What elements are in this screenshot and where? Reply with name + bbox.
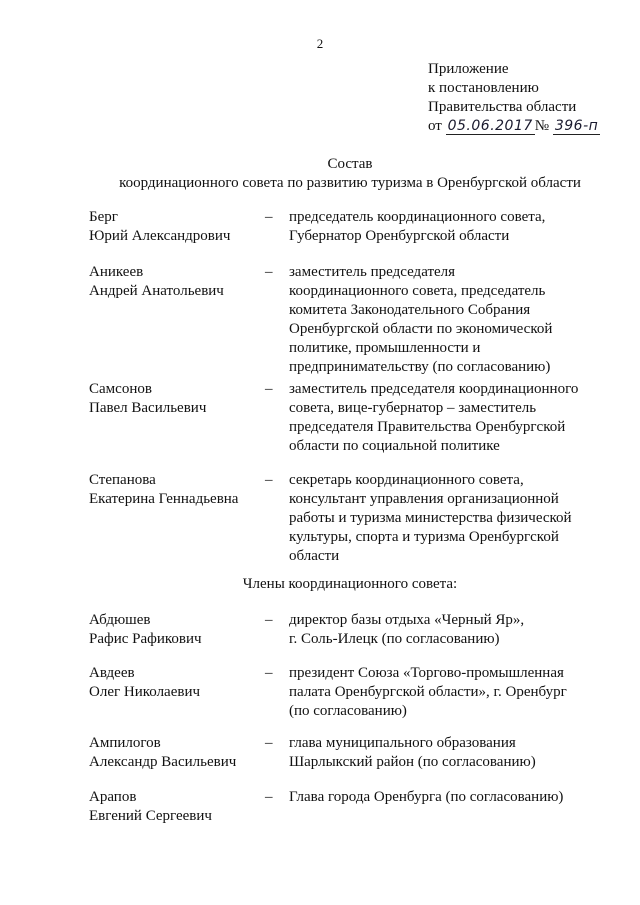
role-line: Оренбургской области по экономической bbox=[289, 321, 553, 337]
role-line: г. Соль-Илецк (по согласованию) bbox=[289, 631, 500, 647]
role-line: заместитель председателя координационного bbox=[289, 381, 579, 397]
role-line: координационного совета, председатель bbox=[289, 283, 546, 299]
appendix-date-line bbox=[428, 117, 600, 136]
role-line: консультант управления организационной bbox=[289, 491, 559, 507]
given-name: Александр Васильевич bbox=[89, 754, 237, 770]
given-name: Юрий Александрович bbox=[89, 228, 231, 244]
person-name bbox=[89, 788, 264, 826]
role-line: Глава города Оренбурга (по согласованию) bbox=[289, 789, 564, 805]
handwritten-number: 396-п bbox=[554, 118, 599, 134]
role-description bbox=[289, 208, 579, 246]
given-name: Андрей Анатольевич bbox=[89, 283, 224, 299]
title-line: Состав bbox=[327, 156, 373, 172]
title-subtitle: координационного совета по развитию туризма в Оренбургской области bbox=[119, 175, 581, 191]
role-line: директор базы отдыха «Черный Яр», bbox=[289, 612, 525, 628]
dash-separator: – bbox=[265, 735, 273, 751]
page-number: 2 bbox=[316, 36, 324, 51]
role-line: совета, вице-губернатор – заместитель bbox=[289, 400, 537, 416]
given-name: Олег Николаевич bbox=[89, 684, 201, 700]
given-name: Екатерина Геннадьевна bbox=[89, 491, 239, 507]
dash-separator: – bbox=[265, 264, 273, 280]
role-line: работы и туризма министерства физической bbox=[289, 510, 572, 526]
role-line: Шарлыкский район (по согласованию) bbox=[289, 754, 536, 770]
role-line: секретарь координационного совета, bbox=[289, 472, 524, 488]
person-name bbox=[89, 664, 264, 702]
role-description bbox=[289, 471, 579, 566]
dash-separator: – bbox=[265, 789, 273, 805]
given-name: Рафис Рафикович bbox=[89, 631, 202, 647]
handwritten-date: 05.06.2017 bbox=[447, 118, 533, 134]
role-description bbox=[289, 788, 579, 807]
role-description bbox=[289, 380, 579, 456]
person-name bbox=[89, 263, 264, 301]
person-name bbox=[89, 471, 264, 509]
appendix-line: к постановлению bbox=[428, 80, 539, 96]
role-line: комитета Законодательного Собрания bbox=[289, 302, 531, 318]
role-description bbox=[289, 734, 579, 772]
role-line: Губернатор Оренбургской области bbox=[289, 228, 510, 244]
role-line: политике, промышленности и bbox=[289, 340, 481, 356]
given-name: Павел Васильевич bbox=[89, 400, 207, 416]
dash-separator: – bbox=[265, 612, 273, 628]
role-line: предпринимательству (по согласованию) bbox=[289, 359, 551, 375]
role-line: председатель координационного совета, bbox=[289, 209, 546, 225]
number-prefix: № bbox=[534, 118, 550, 134]
members-heading: Члены координационного совета: bbox=[242, 576, 458, 592]
role-line: культуры, спорта и туризма Оренбургской bbox=[289, 529, 559, 545]
appendix-block bbox=[428, 60, 600, 136]
role-line: области по социальной политике bbox=[289, 438, 500, 454]
surname: Авдеев bbox=[89, 665, 135, 681]
appendix-line: Правительства области bbox=[428, 99, 577, 115]
surname: Степанова bbox=[89, 472, 156, 488]
dash-separator: – bbox=[265, 381, 273, 397]
dash-separator: – bbox=[265, 472, 273, 488]
role-line: палата Оренбургской области», г. Оренбург bbox=[289, 684, 567, 700]
role-line: (по согласованию) bbox=[289, 703, 407, 719]
surname: Ампилогов bbox=[89, 735, 161, 751]
dash-separator: – bbox=[265, 209, 273, 225]
person-name bbox=[89, 208, 264, 246]
date-prefix: от bbox=[428, 118, 442, 134]
surname: Берг bbox=[89, 209, 118, 225]
role-line: заместитель председателя bbox=[289, 264, 456, 280]
role-line: президент Союза «Торгово-промышленная bbox=[289, 665, 564, 681]
person-name bbox=[89, 380, 264, 418]
surname: Арапов bbox=[89, 789, 137, 805]
given-name: Евгений Сергеевич bbox=[89, 808, 212, 824]
person-name bbox=[89, 611, 264, 649]
role-line: области bbox=[289, 548, 340, 564]
person-name bbox=[89, 734, 264, 772]
document-title bbox=[0, 155, 640, 193]
role-line: глава муниципального образования bbox=[289, 735, 516, 751]
role-line: председателя Правительства Оренбургской bbox=[289, 419, 566, 435]
surname: Абдюшев bbox=[89, 612, 151, 628]
dash-separator: – bbox=[265, 665, 273, 681]
role-description bbox=[289, 263, 579, 377]
surname: Самсонов bbox=[89, 381, 152, 397]
appendix-line: Приложение bbox=[428, 61, 509, 77]
role-description bbox=[289, 611, 579, 649]
surname: Аникеев bbox=[89, 264, 144, 280]
role-description bbox=[289, 664, 579, 721]
